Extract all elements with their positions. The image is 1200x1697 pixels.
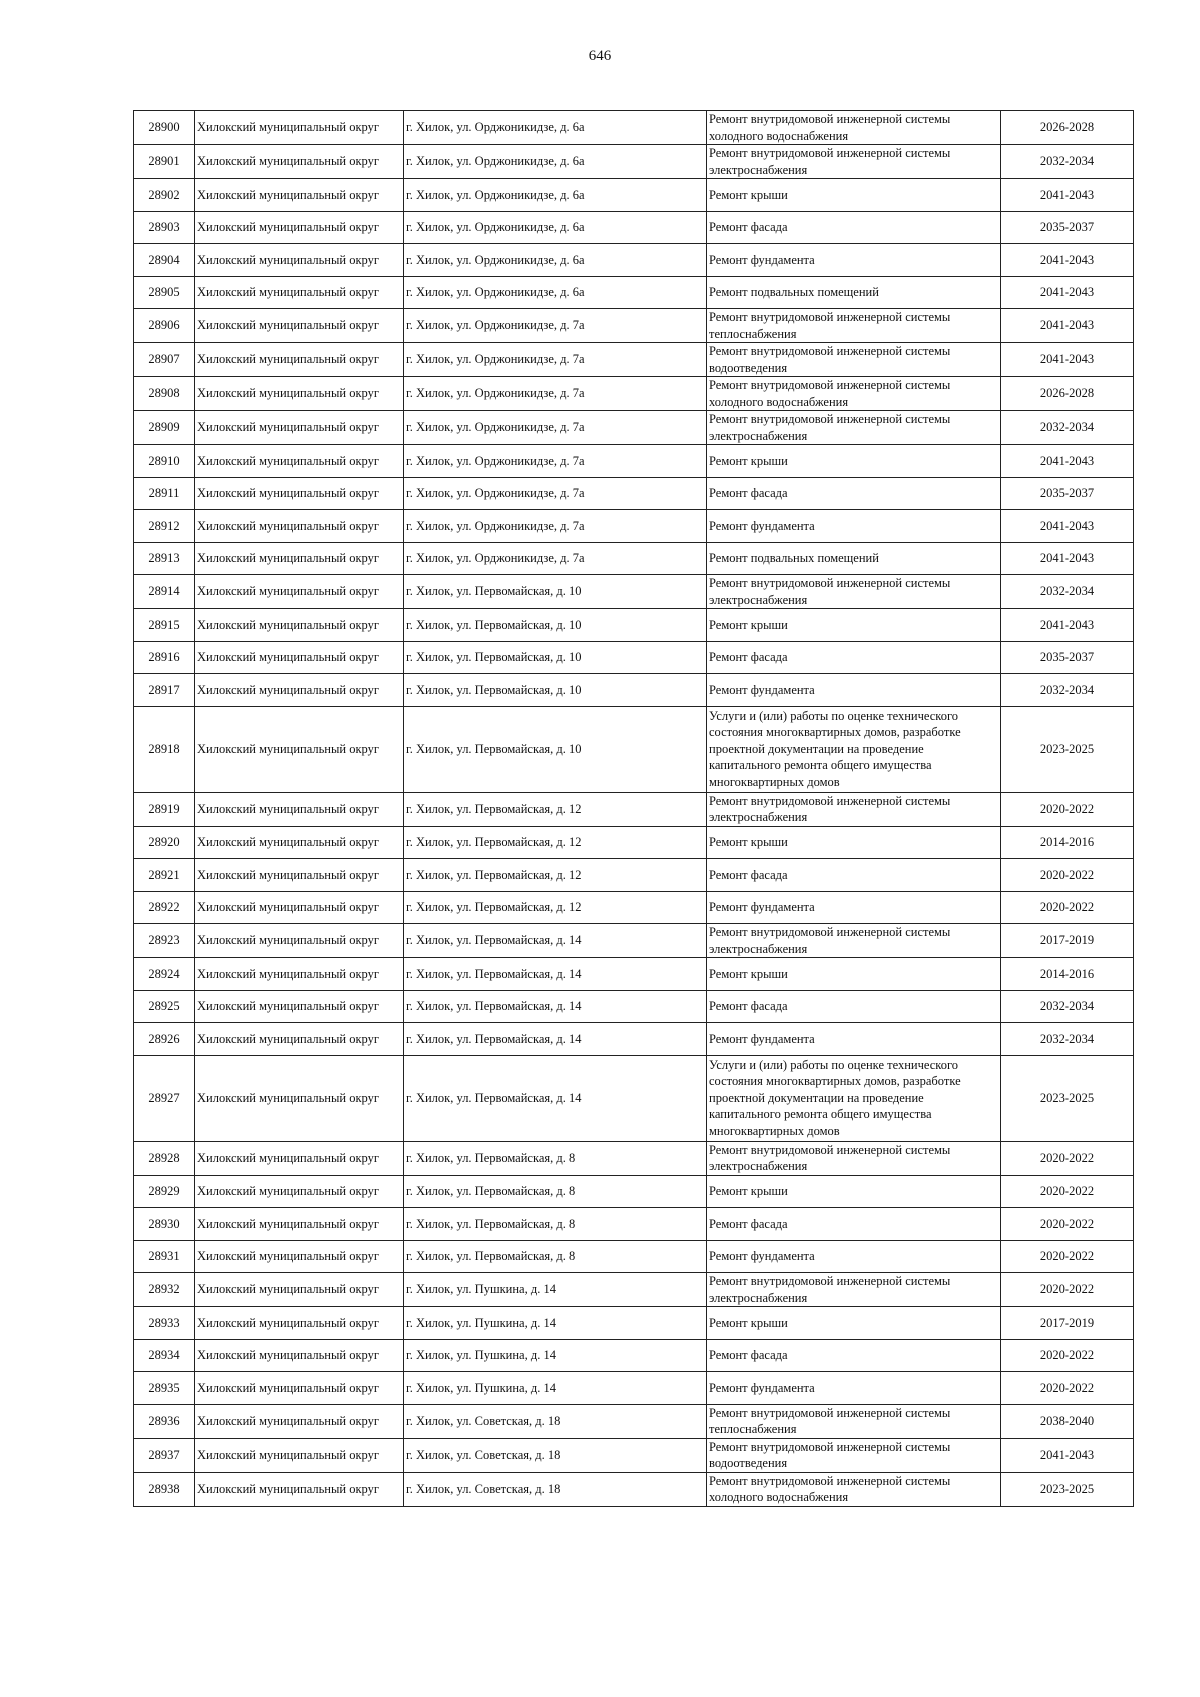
period-cell: 2023-2025 xyxy=(1001,706,1134,792)
row-number-cell: 28933 xyxy=(134,1307,195,1340)
district-cell: Хилокский муниципальный округ xyxy=(195,1208,404,1241)
table-row xyxy=(134,706,1134,792)
period-cell: 2014-2016 xyxy=(1001,826,1134,859)
work-type-cell: Ремонт внутридомовой инженерной системы электроснабжения xyxy=(707,145,1001,179)
address-cell: г. Хилок, ул. Орджоникидзе, д. 6а xyxy=(404,244,707,277)
work-type-cell: Ремонт фасада xyxy=(707,641,1001,674)
work-type-cell: Услуги и (или) работы по оценке технического состояния многоквартирных домов, разработке проектной документации на проведение капитального ремонта общего имущества многоквартирных домов xyxy=(707,706,1001,792)
table-row xyxy=(134,445,1134,478)
work-type-cell: Ремонт подвальных помещений xyxy=(707,542,1001,575)
address-cell: г. Хилок, ул. Первомайская, д. 12 xyxy=(404,891,707,924)
work-type-cell: Ремонт крыши xyxy=(707,826,1001,859)
address-cell: г. Хилок, ул. Орджоникидзе, д. 7а xyxy=(404,542,707,575)
period-cell: 2032-2034 xyxy=(1001,990,1134,1023)
address-cell: г. Хилок, ул. Первомайская, д. 14 xyxy=(404,1055,707,1141)
table-row xyxy=(134,276,1134,309)
table-row xyxy=(134,179,1134,212)
district-cell: Хилокский муниципальный округ xyxy=(195,575,404,609)
district-cell: Хилокский муниципальный округ xyxy=(195,276,404,309)
period-cell: 2032-2034 xyxy=(1001,674,1134,707)
row-number-cell: 28936 xyxy=(134,1404,195,1438)
address-cell: г. Хилок, ул. Советская, д. 18 xyxy=(404,1438,707,1472)
table-row xyxy=(134,1273,1134,1307)
work-type-cell: Ремонт фасада xyxy=(707,859,1001,892)
work-type-cell: Ремонт внутридомовой инженерной системы водоотведения xyxy=(707,1438,1001,1472)
address-cell: г. Хилок, ул. Пушкина, д. 14 xyxy=(404,1339,707,1372)
district-cell: Хилокский муниципальный округ xyxy=(195,377,404,411)
period-cell: 2032-2034 xyxy=(1001,1023,1134,1056)
district-cell: Хилокский муниципальный округ xyxy=(195,924,404,958)
row-number-cell: 28918 xyxy=(134,706,195,792)
work-type-cell: Ремонт внутридомовой инженерной системы электроснабжения xyxy=(707,575,1001,609)
address-cell: г. Хилок, ул. Первомайская, д. 14 xyxy=(404,990,707,1023)
row-number-cell: 28928 xyxy=(134,1141,195,1175)
table-row xyxy=(134,1055,1134,1141)
district-cell: Хилокский муниципальный округ xyxy=(195,477,404,510)
table-row xyxy=(134,1372,1134,1405)
period-cell: 2035-2037 xyxy=(1001,477,1134,510)
address-cell: г. Хилок, ул. Орджоникидзе, д. 7а xyxy=(404,309,707,343)
table-row xyxy=(134,826,1134,859)
district-cell: Хилокский муниципальный округ xyxy=(195,706,404,792)
period-cell: 2032-2034 xyxy=(1001,145,1134,179)
table-row xyxy=(134,1208,1134,1241)
period-cell: 2017-2019 xyxy=(1001,1307,1134,1340)
work-type-cell: Ремонт внутридомовой инженерной системы электроснабжения xyxy=(707,792,1001,826)
table-row xyxy=(134,510,1134,543)
period-cell: 2023-2025 xyxy=(1001,1055,1134,1141)
table-row xyxy=(134,674,1134,707)
address-cell: г. Хилок, ул. Первомайская, д. 8 xyxy=(404,1208,707,1241)
row-number-cell: 28920 xyxy=(134,826,195,859)
district-cell: Хилокский муниципальный округ xyxy=(195,1273,404,1307)
work-type-cell: Услуги и (или) работы по оценке технического состояния многоквартирных домов, разработке проектной документации на проведение капитального ремонта общего имущества многоквартирных домов xyxy=(707,1055,1001,1141)
district-cell: Хилокский муниципальный округ xyxy=(195,1141,404,1175)
row-number-cell: 28914 xyxy=(134,575,195,609)
registry-table xyxy=(133,110,1134,1507)
address-cell: г. Хилок, ул. Первомайская, д. 10 xyxy=(404,706,707,792)
table-row xyxy=(134,211,1134,244)
period-cell: 2041-2043 xyxy=(1001,309,1134,343)
district-cell: Хилокский муниципальный округ xyxy=(195,179,404,212)
address-cell: г. Хилок, ул. Орджоникидзе, д. 6а xyxy=(404,179,707,212)
address-cell: г. Хилок, ул. Орджоникидзе, д. 7а xyxy=(404,411,707,445)
period-cell: 2020-2022 xyxy=(1001,1208,1134,1241)
work-type-cell: Ремонт внутридомовой инженерной системы водоотведения xyxy=(707,343,1001,377)
table-row xyxy=(134,542,1134,575)
row-number-cell: 28917 xyxy=(134,674,195,707)
table-row xyxy=(134,145,1134,179)
row-number-cell: 28916 xyxy=(134,641,195,674)
row-number-cell: 28912 xyxy=(134,510,195,543)
row-number-cell: 28926 xyxy=(134,1023,195,1056)
work-type-cell: Ремонт фундамента xyxy=(707,674,1001,707)
period-cell: 2041-2043 xyxy=(1001,343,1134,377)
address-cell: г. Хилок, ул. Первомайская, д. 12 xyxy=(404,792,707,826)
address-cell: г. Хилок, ул. Орджоникидзе, д. 7а xyxy=(404,477,707,510)
district-cell: Хилокский муниципальный округ xyxy=(195,244,404,277)
address-cell: г. Хилок, ул. Пушкина, д. 14 xyxy=(404,1273,707,1307)
row-number-cell: 28906 xyxy=(134,309,195,343)
period-cell: 2032-2034 xyxy=(1001,411,1134,445)
work-type-cell: Ремонт крыши xyxy=(707,958,1001,991)
period-cell: 2020-2022 xyxy=(1001,1273,1134,1307)
row-number-cell: 28929 xyxy=(134,1175,195,1208)
row-number-cell: 28921 xyxy=(134,859,195,892)
district-cell: Хилокский муниципальный округ xyxy=(195,343,404,377)
table-row xyxy=(134,1175,1134,1208)
period-cell: 2038-2040 xyxy=(1001,1404,1134,1438)
row-number-cell: 28915 xyxy=(134,609,195,642)
period-cell: 2020-2022 xyxy=(1001,1240,1134,1273)
address-cell: г. Хилок, ул. Первомайская, д. 12 xyxy=(404,859,707,892)
period-cell: 2041-2043 xyxy=(1001,1438,1134,1472)
table-row xyxy=(134,1023,1134,1056)
district-cell: Хилокский муниципальный округ xyxy=(195,1472,404,1506)
district-cell: Хилокский муниципальный округ xyxy=(195,145,404,179)
table-row xyxy=(134,1141,1134,1175)
work-type-cell: Ремонт внутридомовой инженерной системы холодного водоснабжения xyxy=(707,377,1001,411)
district-cell: Хилокский муниципальный округ xyxy=(195,111,404,145)
row-number-cell: 28907 xyxy=(134,343,195,377)
address-cell: г. Хилок, ул. Первомайская, д. 12 xyxy=(404,826,707,859)
district-cell: Хилокский муниципальный округ xyxy=(195,309,404,343)
work-type-cell: Ремонт крыши xyxy=(707,445,1001,478)
table-row xyxy=(134,609,1134,642)
district-cell: Хилокский муниципальный округ xyxy=(195,211,404,244)
district-cell: Хилокский муниципальный округ xyxy=(195,1175,404,1208)
period-cell: 2020-2022 xyxy=(1001,792,1134,826)
address-cell: г. Хилок, ул. Орджоникидзе, д. 7а xyxy=(404,510,707,543)
table-row xyxy=(134,1307,1134,1340)
work-type-cell: Ремонт внутридомовой инженерной системы холодного водоснабжения xyxy=(707,1472,1001,1506)
address-cell: г. Хилок, ул. Советская, д. 18 xyxy=(404,1404,707,1438)
address-cell: г. Хилок, ул. Первомайская, д. 14 xyxy=(404,1023,707,1056)
period-cell: 2020-2022 xyxy=(1001,859,1134,892)
period-cell: 2020-2022 xyxy=(1001,1339,1134,1372)
address-cell: г. Хилок, ул. Первомайская, д. 8 xyxy=(404,1175,707,1208)
address-cell: г. Хилок, ул. Орджоникидзе, д. 6а xyxy=(404,211,707,244)
work-type-cell: Ремонт фасада xyxy=(707,477,1001,510)
table-row xyxy=(134,641,1134,674)
district-cell: Хилокский муниципальный округ xyxy=(195,958,404,991)
work-type-cell: Ремонт внутридомовой инженерной системы электроснабжения xyxy=(707,1273,1001,1307)
row-number-cell: 28934 xyxy=(134,1339,195,1372)
work-type-cell: Ремонт подвальных помещений xyxy=(707,276,1001,309)
district-cell: Хилокский муниципальный округ xyxy=(195,990,404,1023)
row-number-cell: 28935 xyxy=(134,1372,195,1405)
address-cell: г. Хилок, ул. Первомайская, д. 8 xyxy=(404,1141,707,1175)
district-cell: Хилокский муниципальный округ xyxy=(195,1240,404,1273)
district-cell: Хилокский муниципальный округ xyxy=(195,542,404,575)
period-cell: 2017-2019 xyxy=(1001,924,1134,958)
district-cell: Хилокский муниципальный округ xyxy=(195,1438,404,1472)
work-type-cell: Ремонт внутридомовой инженерной системы холодного водоснабжения xyxy=(707,111,1001,145)
table-row xyxy=(134,1404,1134,1438)
work-type-cell: Ремонт фундамента xyxy=(707,1372,1001,1405)
period-cell: 2020-2022 xyxy=(1001,1372,1134,1405)
work-type-cell: Ремонт фундамента xyxy=(707,1240,1001,1273)
district-cell: Хилокский муниципальный округ xyxy=(195,792,404,826)
address-cell: г. Хилок, ул. Пушкина, д. 14 xyxy=(404,1372,707,1405)
district-cell: Хилокский муниципальный округ xyxy=(195,891,404,924)
work-type-cell: Ремонт внутридомовой инженерной системы электроснабжения xyxy=(707,411,1001,445)
table-row xyxy=(134,343,1134,377)
period-cell: 2041-2043 xyxy=(1001,445,1134,478)
table-row xyxy=(134,575,1134,609)
work-type-cell: Ремонт внутридомовой инженерной системы теплоснабжения xyxy=(707,1404,1001,1438)
work-type-cell: Ремонт крыши xyxy=(707,1175,1001,1208)
address-cell: г. Хилок, ул. Первомайская, д. 10 xyxy=(404,641,707,674)
address-cell: г. Хилок, ул. Первомайская, д. 14 xyxy=(404,958,707,991)
district-cell: Хилокский муниципальный округ xyxy=(195,641,404,674)
table-row xyxy=(134,792,1134,826)
row-number-cell: 28905 xyxy=(134,276,195,309)
district-cell: Хилокский муниципальный округ xyxy=(195,411,404,445)
period-cell: 2032-2034 xyxy=(1001,575,1134,609)
table-row xyxy=(134,1339,1134,1372)
period-cell: 2041-2043 xyxy=(1001,276,1134,309)
district-cell: Хилокский муниципальный округ xyxy=(195,859,404,892)
period-cell: 2041-2043 xyxy=(1001,542,1134,575)
work-type-cell: Ремонт фундамента xyxy=(707,244,1001,277)
work-type-cell: Ремонт крыши xyxy=(707,609,1001,642)
address-cell: г. Хилок, ул. Орджоникидзе, д. 7а xyxy=(404,377,707,411)
district-cell: Хилокский муниципальный округ xyxy=(195,1055,404,1141)
table-row xyxy=(134,1472,1134,1506)
row-number-cell: 28932 xyxy=(134,1273,195,1307)
period-cell: 2035-2037 xyxy=(1001,641,1134,674)
district-cell: Хилокский муниципальный округ xyxy=(195,609,404,642)
district-cell: Хилокский муниципальный округ xyxy=(195,510,404,543)
address-cell: г. Хилок, ул. Первомайская, д. 8 xyxy=(404,1240,707,1273)
district-cell: Хилокский муниципальный округ xyxy=(195,674,404,707)
work-type-cell: Ремонт фасада xyxy=(707,1339,1001,1372)
period-cell: 2041-2043 xyxy=(1001,510,1134,543)
row-number-cell: 28938 xyxy=(134,1472,195,1506)
district-cell: Хилокский муниципальный округ xyxy=(195,826,404,859)
row-number-cell: 28908 xyxy=(134,377,195,411)
row-number-cell: 28930 xyxy=(134,1208,195,1241)
address-cell: г. Хилок, ул. Первомайская, д. 10 xyxy=(404,674,707,707)
period-cell: 2020-2022 xyxy=(1001,891,1134,924)
district-cell: Хилокский муниципальный округ xyxy=(195,1372,404,1405)
work-type-cell: Ремонт крыши xyxy=(707,1307,1001,1340)
work-type-cell: Ремонт фасада xyxy=(707,1208,1001,1241)
row-number-cell: 28925 xyxy=(134,990,195,1023)
row-number-cell: 28937 xyxy=(134,1438,195,1472)
period-cell: 2014-2016 xyxy=(1001,958,1134,991)
work-type-cell: Ремонт внутридомовой инженерной системы теплоснабжения xyxy=(707,309,1001,343)
address-cell: г. Хилок, ул. Первомайская, д. 10 xyxy=(404,575,707,609)
row-number-cell: 28909 xyxy=(134,411,195,445)
row-number-cell: 28904 xyxy=(134,244,195,277)
row-number-cell: 28903 xyxy=(134,211,195,244)
table-row xyxy=(134,1438,1134,1472)
period-cell: 2020-2022 xyxy=(1001,1141,1134,1175)
period-cell: 2023-2025 xyxy=(1001,1472,1134,1506)
row-number-cell: 28931 xyxy=(134,1240,195,1273)
row-number-cell: 28924 xyxy=(134,958,195,991)
work-type-cell: Ремонт фундамента xyxy=(707,510,1001,543)
district-cell: Хилокский муниципальный округ xyxy=(195,1404,404,1438)
table-row xyxy=(134,477,1134,510)
table-row xyxy=(134,309,1134,343)
page-number: 646 xyxy=(588,48,612,64)
address-cell: г. Хилок, ул. Первомайская, д. 14 xyxy=(404,924,707,958)
address-cell: г. Хилок, ул. Орджоникидзе, д. 6а xyxy=(404,111,707,145)
work-type-cell: Ремонт внутридомовой инженерной системы электроснабжения xyxy=(707,924,1001,958)
row-number-cell: 28900 xyxy=(134,111,195,145)
period-cell: 2041-2043 xyxy=(1001,244,1134,277)
work-type-cell: Ремонт фасада xyxy=(707,990,1001,1023)
district-cell: Хилокский муниципальный округ xyxy=(195,1023,404,1056)
work-type-cell: Ремонт внутридомовой инженерной системы электроснабжения xyxy=(707,1141,1001,1175)
period-cell: 2041-2043 xyxy=(1001,179,1134,212)
row-number-cell: 28919 xyxy=(134,792,195,826)
period-cell: 2026-2028 xyxy=(1001,111,1134,145)
table-row xyxy=(134,111,1134,145)
period-cell: 2026-2028 xyxy=(1001,377,1134,411)
table-row xyxy=(134,859,1134,892)
registry-table-body xyxy=(134,111,1134,1507)
address-cell: г. Хилок, ул. Орджоникидзе, д. 6а xyxy=(404,276,707,309)
work-type-cell: Ремонт фасада xyxy=(707,211,1001,244)
address-cell: г. Хилок, ул. Советская, д. 18 xyxy=(404,1472,707,1506)
district-cell: Хилокский муниципальный округ xyxy=(195,445,404,478)
table-row xyxy=(134,958,1134,991)
work-type-cell: Ремонт крыши xyxy=(707,179,1001,212)
address-cell: г. Хилок, ул. Орджоникидзе, д. 7а xyxy=(404,343,707,377)
address-cell: г. Хилок, ул. Первомайская, д. 10 xyxy=(404,609,707,642)
table-row xyxy=(134,1240,1134,1273)
row-number-cell: 28922 xyxy=(134,891,195,924)
address-cell: г. Хилок, ул. Пушкина, д. 14 xyxy=(404,1307,707,1340)
period-cell: 2020-2022 xyxy=(1001,1175,1134,1208)
row-number-cell: 28923 xyxy=(134,924,195,958)
row-number-cell: 28901 xyxy=(134,145,195,179)
table-row xyxy=(134,377,1134,411)
table-row xyxy=(134,891,1134,924)
row-number-cell: 28902 xyxy=(134,179,195,212)
row-number-cell: 28911 xyxy=(134,477,195,510)
district-cell: Хилокский муниципальный округ xyxy=(195,1339,404,1372)
row-number-cell: 28910 xyxy=(134,445,195,478)
table-row xyxy=(134,924,1134,958)
table-row xyxy=(134,244,1134,277)
address-cell: г. Хилок, ул. Орджоникидзе, д. 6а xyxy=(404,145,707,179)
work-type-cell: Ремонт фундамента xyxy=(707,1023,1001,1056)
table-row xyxy=(134,990,1134,1023)
district-cell: Хилокский муниципальный округ xyxy=(195,1307,404,1340)
row-number-cell: 28913 xyxy=(134,542,195,575)
table-row xyxy=(134,411,1134,445)
address-cell: г. Хилок, ул. Орджоникидзе, д. 7а xyxy=(404,445,707,478)
period-cell: 2035-2037 xyxy=(1001,211,1134,244)
row-number-cell: 28927 xyxy=(134,1055,195,1141)
period-cell: 2041-2043 xyxy=(1001,609,1134,642)
work-type-cell: Ремонт фундамента xyxy=(707,891,1001,924)
